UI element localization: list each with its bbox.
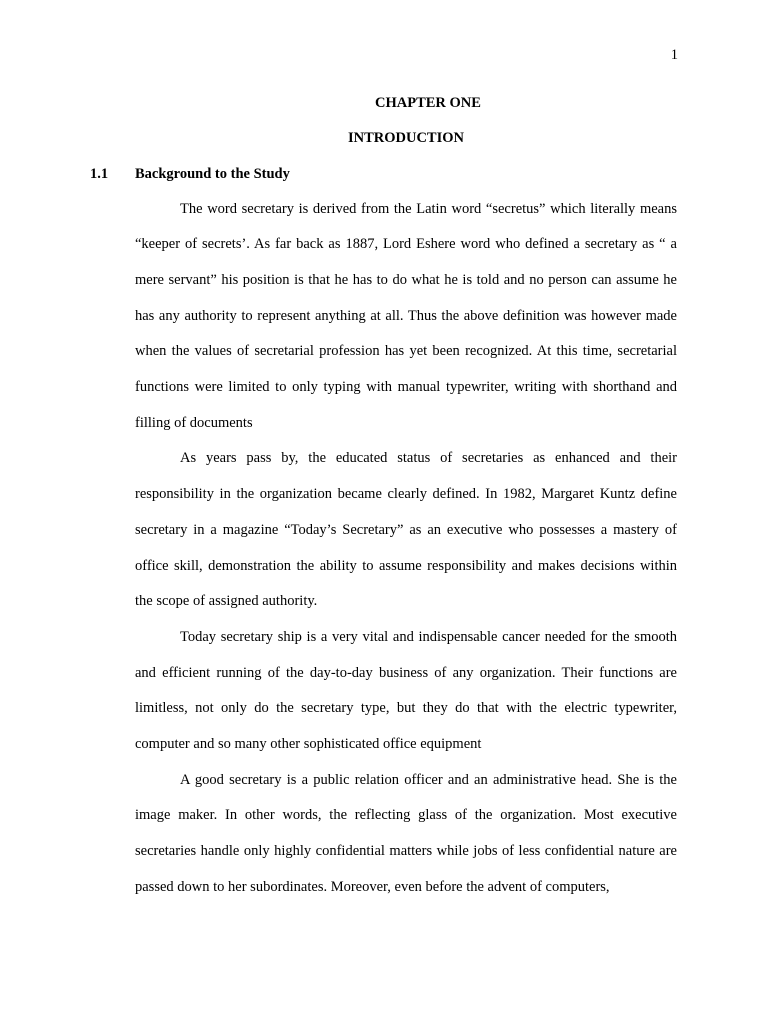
paragraph: A good secretary is a public relation officer and an administrative head. She is the image maker. In other words, the reflecting glass of the organization. Most executive secretaries handle only highly confidential matters while jobs of less confidential nature are passed down to her subordinates. Moreover, even before the advent of computers,: [135, 771, 677, 895]
section-heading: [90, 165, 290, 183]
paragraph: Today secretary ship is a very vital and indispensable cancer needed for the smooth and efficient running of the day-to-day business of any organization. Their functions are limitless, not only do the secretary type, but they do that with the electric typewriter, computer and so many other sophisticated office equipment: [135, 628, 677, 753]
body-text: [135, 192, 677, 906]
chapter-title-block: [135, 94, 677, 112]
page-number: 1: [670, 47, 678, 63]
chapter-subtitle: INTRODUCTION: [347, 130, 464, 146]
chapter-title: CHAPTER ONE: [375, 95, 481, 111]
chapter-subtitle-block: [135, 129, 677, 147]
paragraph: The word secretary is derived from the Latin word “secretus” which literally means “keeper of secrets’. As far back as 1887, Lord Eshere word who defined a secretary as “ a mere servant” his position is that he has to do what he is told and no person can assume he has any authority to represent anything at all. Thus the above definition was however made when the values of secretarial profession has yet been recognized. At this time, secretarial functions were limited to only typing with manual typewriter, writing with shorthand and filling of documents: [135, 200, 677, 431]
paragraph: As years pass by, the educated status of secretaries as enhanced and their responsibility in the organization became clearly defined. In 1982, Margaret Kuntz define secretary in a magazine “Today’s Secretary” as an executive who possesses a mastery of office skill, demonstration the ability to assume responsibility and makes decisions within the scope of assigned authority.: [135, 450, 677, 610]
section-number: 1.1: [90, 166, 109, 182]
section-title: Background to the Study: [135, 166, 290, 182]
